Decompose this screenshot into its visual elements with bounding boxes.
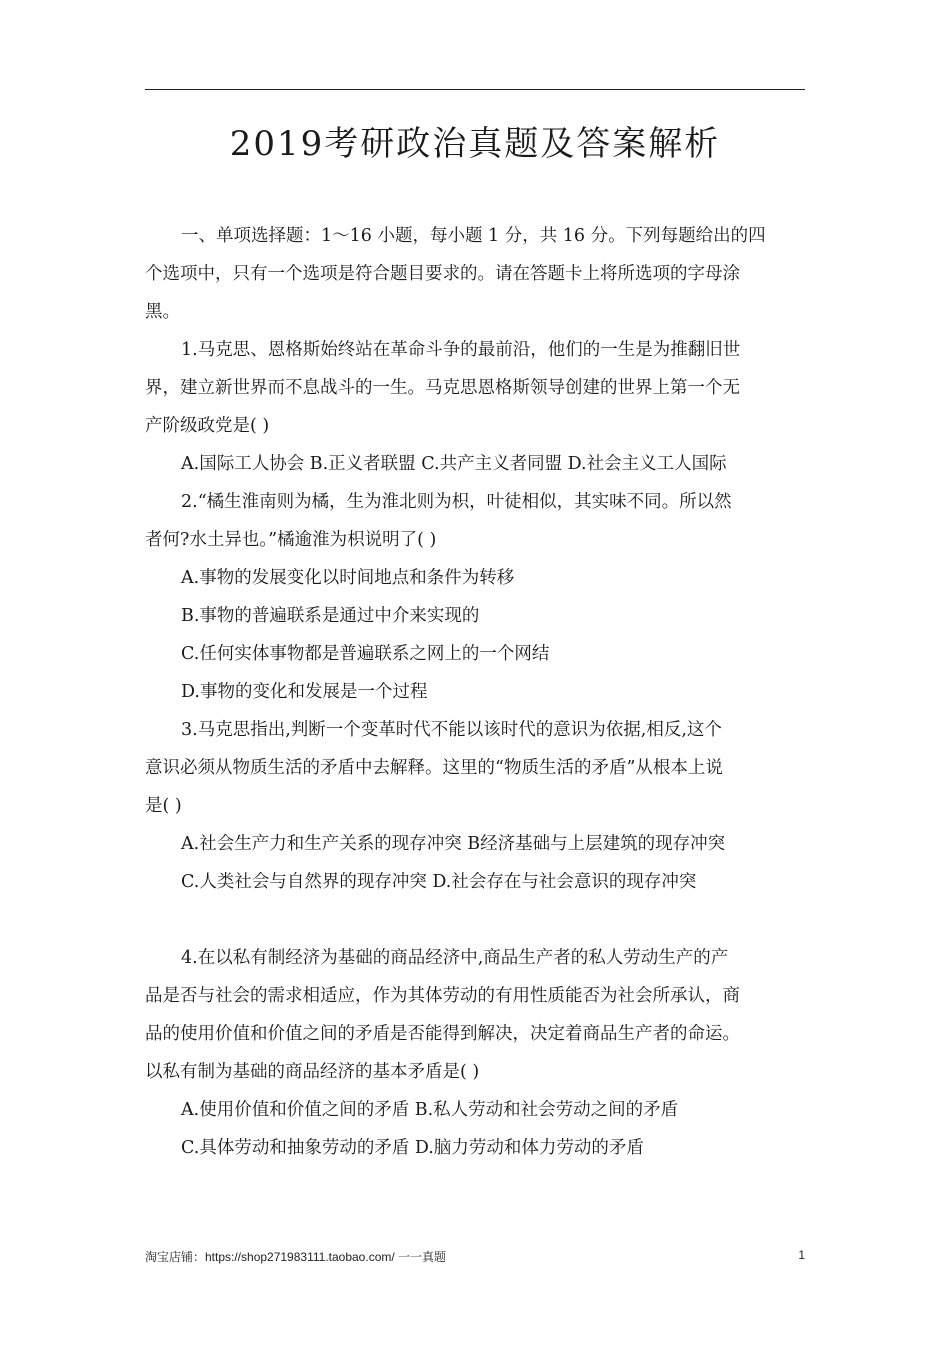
question-2-option-b: B.事物的普遍联系是通过中介来实现的 (181, 606, 480, 626)
question-4-options: A.使用价值和价值之间的矛盾 B.私人劳动和社会劳动之间的矛盾 (181, 1100, 679, 1120)
section-heading-line: 黑。 (145, 302, 180, 322)
question-3-line: 是( ) (145, 796, 182, 816)
section-heading-line: 一、单项选择题：1～16 小题，每小题 1 分，共 16 分。下列每题给出的四 (181, 226, 766, 246)
question-3-line: 意识必须从物质生活的矛盾中去解释。这里的“物质生活的矛盾”从根本上说 (145, 758, 723, 778)
blank-line (145, 901, 805, 939)
question-4-line: 4.在以私有制经济为基础的商品经济中,商品生产者的私人劳动生产的产 (181, 948, 729, 968)
question-1-line: 1.马克思、恩格斯始终站在革命斗争的最前沿，他们的一生是为推翻旧世 (181, 340, 741, 360)
question-3-options: A.社会生产力和生产关系的现存冲突 B经济基础与上层建筑的现存冲突 (181, 834, 726, 854)
page-number: 1 (798, 1248, 805, 1262)
question-2-option-c: C.任何实体事物都是普遍联系之网上的一个网结 (181, 644, 550, 664)
page-footer (145, 1248, 805, 1268)
question-2-option-a: A.事物的发展变化以时间地点和条件为转移 (181, 568, 515, 588)
question-2-line: 2.“橘生淮南则为橘，生为淮北则为枳，叶徒相似，其实味不同。所以然 (181, 492, 732, 512)
header-rule (145, 89, 805, 90)
question-3-line: 3.马克思指出,判断一个变革时代不能以该时代的意识为依据,相反,这个 (181, 720, 722, 740)
question-4-options: C.具体劳动和抽象劳动的矛盾 D.脑力劳动和体力劳动的矛盾 (181, 1138, 644, 1158)
page-title: 2019考研政治真题及答案解析 (229, 124, 721, 164)
question-2-option-d: D.事物的变化和发展是一个过程 (181, 682, 428, 702)
question-4-line: 以私有制为基础的商品经济的基本矛盾是( ) (145, 1062, 480, 1082)
footer-shop-link[interactable]: 淘宝店铺：https://shop271983111.taobao.com/ 一一真题 (145, 1250, 447, 1264)
question-4-line: 品的使用价值和价值之间的矛盾是否能得到解决，决定着商品生产者的命运。 (145, 1024, 740, 1044)
question-3-options: C.人类社会与自然界的现存冲突 D.社会存在与社会意识的现存冲突 (181, 872, 697, 892)
question-2-line: 者何?水土异也。”橘逾淮为枳说明了( ) (145, 530, 437, 550)
question-1-options: A.国际工人协会 B.正义者联盟 C.共产主义者同盟 D.社会主义工人国际 (181, 454, 727, 474)
section-heading-line: 个选项中，只有一个选项是符合题目要求的。请在答题卡上将所选项的字母涂 (145, 264, 740, 284)
document-body (145, 217, 805, 1167)
question-1-line: 产阶级政党是( ) (145, 416, 270, 436)
question-1-line: 界，建立新世界而不息战斗的一生。马克思恩格斯领导创建的世界上第一个无 (145, 378, 740, 398)
question-4-line: 品是否与社会的需求相适应，作为其体劳动的有用性质能否为社会所承认，商 (145, 986, 740, 1006)
